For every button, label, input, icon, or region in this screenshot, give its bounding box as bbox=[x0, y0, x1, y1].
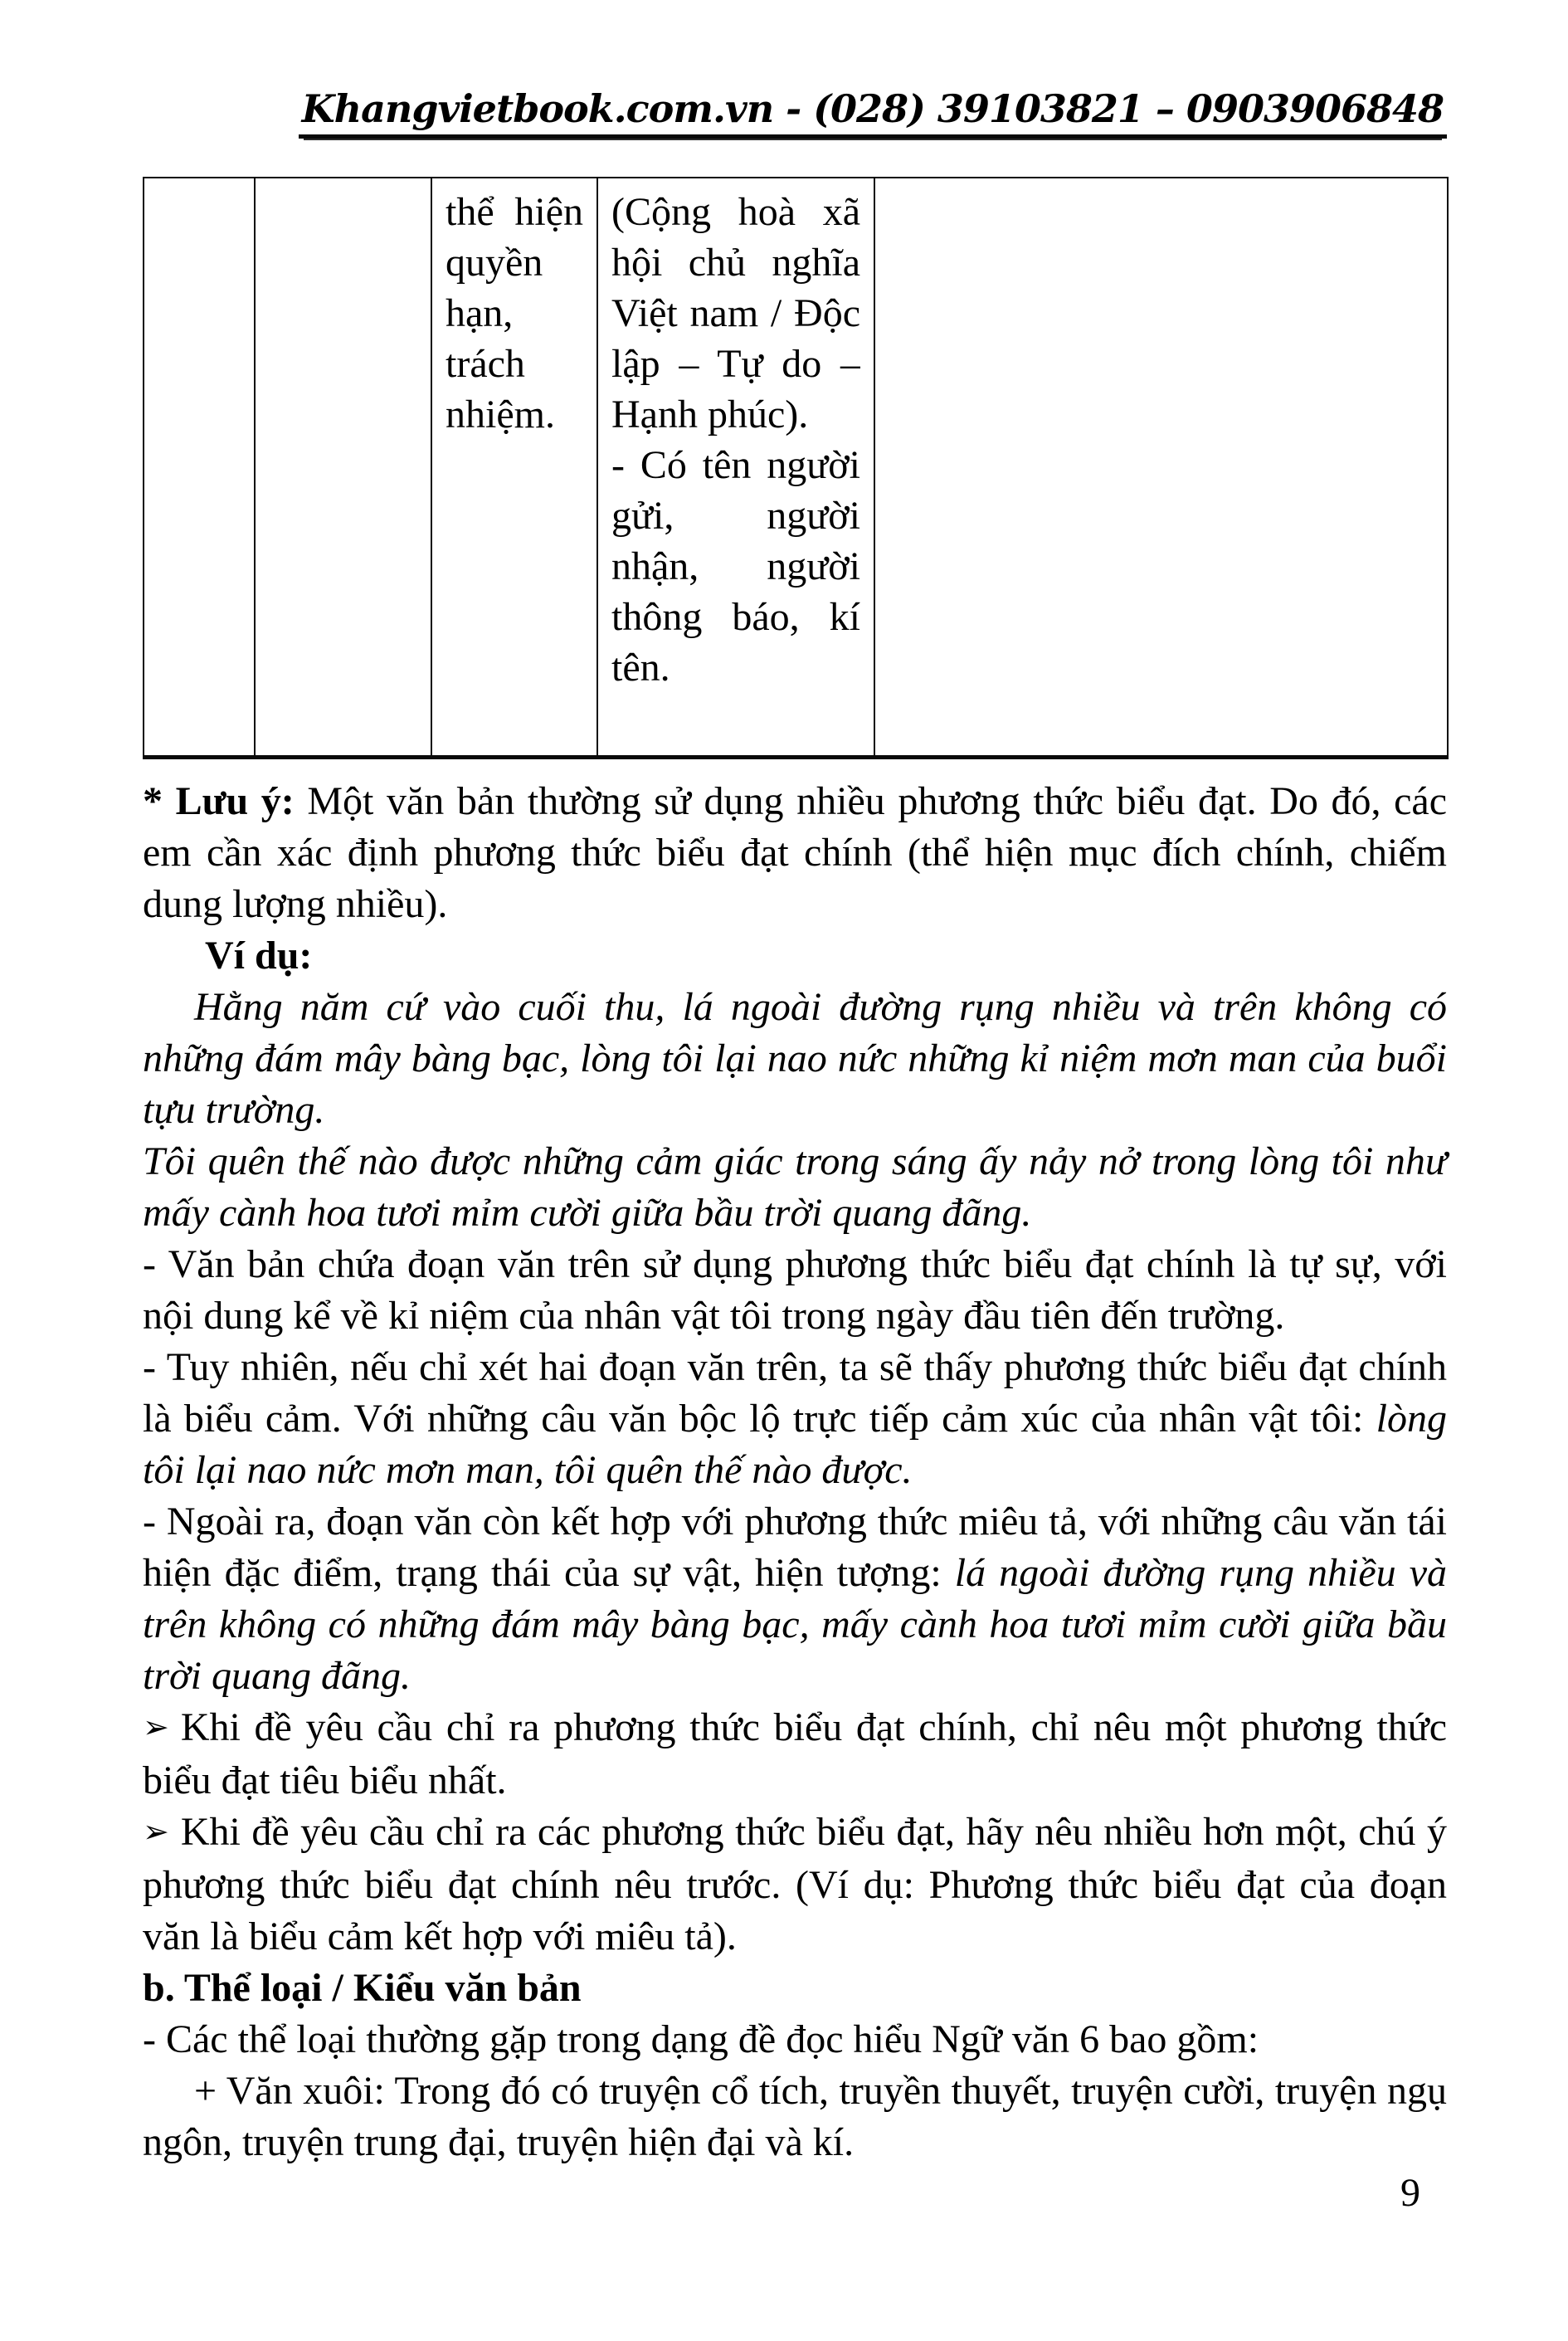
note-text: Một văn bản thường sử dụng nhiều phương thức biểu đạt. Do đó, các em cần xác định phương thức biểu đạt chính (thể hiện mục đích chính, chiếm dung lượng nhiều). bbox=[143, 779, 1448, 926]
tip-paragraph-2 bbox=[143, 1807, 1447, 1963]
arrow-bullet-icon: ➢ bbox=[143, 1813, 169, 1850]
tip-1-text: Khi đề yêu cầu chỉ ra phương thức biểu đạt chính, chỉ nêu một phương thức biểu đạt tiêu biểu nhất. bbox=[143, 1705, 1447, 1802]
arrow-bullet-icon: ➢ bbox=[143, 1709, 169, 1745]
example-quote-2: Tôi quên thế nào được những cảm giác trong sáng ấy nảy nở trong lòng tôi như mấy cành hoa tươi mỉm cười giữa bầu trời quang đãng. bbox=[143, 1139, 1447, 1235]
analysis-paragraph-3 bbox=[143, 1496, 1447, 1702]
tip-2-text: Khi đề yêu cầu chỉ ra các phương thức biểu đạt, hãy nêu nhiều hơn một, chú ý phương thức biểu đạt chính nêu trước. (Ví dụ: Phương thức biểu đạt của đoạn văn là biểu cảm kết hợp với miêu tả). bbox=[143, 1810, 1447, 1958]
analysis-paragraph-2 bbox=[143, 1342, 1447, 1496]
analysis-2-quote: lòng tôi lại nao nức mơn man, tôi quên thế nào được. bbox=[143, 1397, 1447, 1492]
body-text bbox=[143, 776, 1447, 2168]
analysis-paragraph-1: - Văn bản chứa đoạn văn trên sử dụng phương thức biểu đạt chính là tự sự, với nội dung kể về kỉ niệm của nhân vật tôi trong ngày đầu tiên đến trường. bbox=[143, 1242, 1447, 1338]
page-header bbox=[143, 86, 1447, 139]
section-b-heading: b. Thể loại / Kiểu văn bản bbox=[143, 1966, 582, 2010]
tip-paragraph-1 bbox=[143, 1702, 1447, 1807]
example-heading-label: Ví dụ: bbox=[205, 934, 313, 978]
genre-prose-paragraph: + Văn xuôi: Trong đó có truyện cổ tích, truyền thuyết, truyện cười, truyện ngụ ngôn, truyện trung đại, truyện hiện đại và kí. bbox=[143, 2069, 1447, 2164]
table-cell-example-note: - Có tên người gửi, người nhận, người thông báo, kí tên. bbox=[611, 443, 860, 690]
table-cell-1 bbox=[144, 178, 255, 758]
analysis-3-normal: - Ngoài ra, đoạn văn còn kết hợp với phương thức miêu tả, với những câu văn tái hiện đặc điểm, trạng thái của sự vật, hiện tượng: bbox=[143, 1500, 1447, 1595]
table-cell-2 bbox=[255, 178, 431, 758]
table-cell-5 bbox=[874, 178, 1448, 758]
example-quote-1: Hằng năm cứ vào cuối thu, lá ngoài đường rụng nhiều và trên không có những đám mây bàng bạc, lòng tôi lại nao nức những kỉ niệm mơn man của buổi tựu trường. bbox=[143, 985, 1447, 1132]
note-label: * Lưu ý: bbox=[143, 779, 295, 823]
example-heading bbox=[143, 930, 1447, 982]
header-brand-line: Khangvietbook.com.vn - (028) 39103821 – 0903906848 bbox=[299, 86, 1447, 139]
table-cell-purpose-text: thể hiện quyền hạn, trách nhiệm. bbox=[446, 190, 583, 436]
genre-intro-paragraph: - Các thể loại thường gặp trong dạng đề đọc hiểu Ngữ văn 6 bao gồm: bbox=[143, 2017, 1259, 2061]
table-cell-example bbox=[597, 178, 874, 758]
continuation-table bbox=[143, 177, 1449, 759]
analysis-2-normal: - Tuy nhiên, nếu chỉ xét hai đoạn văn trên, ta sẽ thấy phương thức biểu đạt chính là biểu cảm. Với những câu văn bộc lộ trực tiếp cảm xúc của nhân vật tôi: bbox=[143, 1345, 1447, 1441]
table-cell-purpose bbox=[431, 178, 597, 758]
table-cell-example-quote: (Cộng hoà xã hội chủ nghĩa Việt nam / Độc lập – Tự do – Hạnh phúc). bbox=[611, 190, 860, 436]
note-paragraph bbox=[143, 776, 1447, 930]
page-number: 9 bbox=[1400, 2171, 1420, 2215]
analysis-3-quote: lá ngoài đường rụng nhiều và trên không có những đám mây bàng bạc, mấy cành hoa tươi mỉm cười giữa bầu trời quang đãng. bbox=[143, 1551, 1447, 1698]
table-row bbox=[144, 178, 1448, 758]
